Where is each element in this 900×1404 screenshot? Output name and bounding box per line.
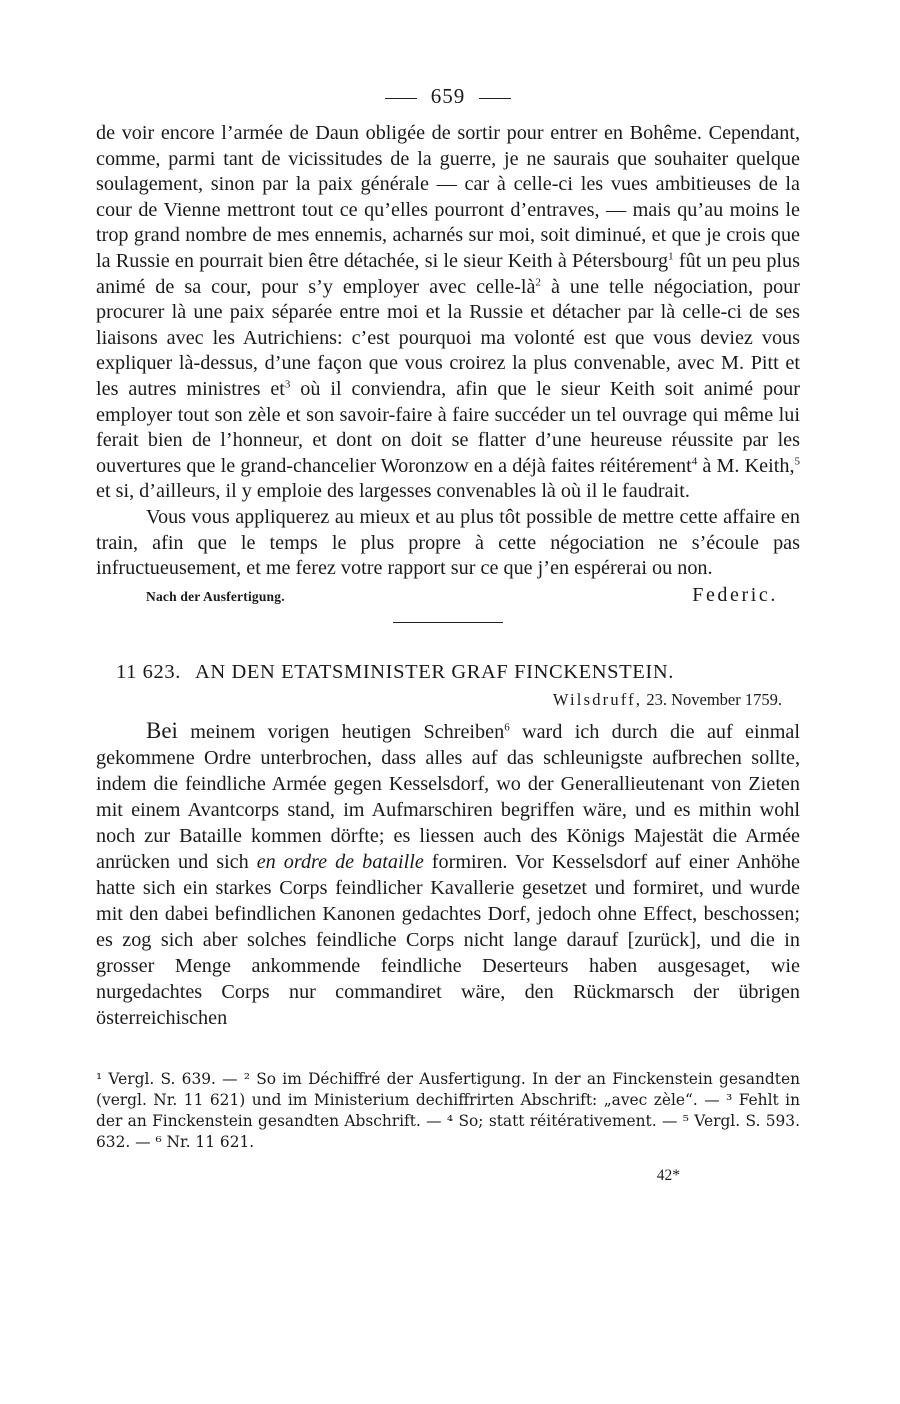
text-run: à M. Keith, [702, 454, 795, 477]
source-signature-row [96, 584, 800, 607]
signature-mark: 42* [656, 1166, 680, 1184]
page-number-value: 659 [430, 84, 466, 108]
letter1-paragraph1 [96, 121, 800, 505]
source-note: Nach der Ausfertigung. [146, 588, 285, 604]
letter-number: 11 623. [116, 660, 181, 683]
page-number-dash-left [385, 98, 417, 99]
section-divider [393, 622, 503, 623]
footnote-ref-1[interactable]: 1 [668, 250, 674, 263]
letter2-heading [96, 661, 800, 684]
dateline [96, 690, 800, 710]
footnotes: ¹ Vergl. S. 639. — ² So im Déchiffré der Ausfertigung. In der an Finckenstein gesandten (vergl. Nr. 11 621) und im Ministerium dechiffrirten Abschrift: „avec zèle“. — ³ Fehlt in der an Finckenstein gesandten Abschrift. — ⁴ So; statt réitérativement. — ⁵ Vergl. S. 593. 632. — ⁶ Nr. 11 621. [96, 1069, 800, 1151]
text-run: formiren. Vor Kesselsdorf auf einer Anhöhe hatte sich ein starkes Corps feindlicher Kavallerie gesetzet und formiret, und wurde mit den dabei befindlichen Kanonen gedachtes Dorf, jedoch ohne Effect, beschossen; es zog sich aber solches feindliche Corps nicht lange darauf [zurück], und die in grosser Menge ankommende feindliche Deserteurs haben ausgesaget, wie nurgedachtes Corps nur commandiret wäre, den Rückmarsch der übrigen österreichischen [96, 850, 800, 1029]
document-page [96, 84, 800, 1185]
text-run: où il conviendra, afin que le sieur Keith soit animé pour employer tout son zèle et son savoir-faire à faire succéder un tel ouvrage qui même lui ferait bien de l’honneur, et dont on doit se flatter d’une heureuse réussite par les ouvertures que le grand-chancelier Woronzow en a déjà faites réitérement [96, 377, 800, 477]
letter-title: AN DEN ETATSMINISTER GRAF FINCKENSTEIN. [194, 660, 674, 683]
italic-phrase: en ordre de bataille [256, 850, 424, 873]
page-number [96, 84, 800, 109]
text-run: et si, d’ailleurs, il y emploie des largesses convenables là où il le faudrait. [96, 480, 690, 503]
footnote-ref-4[interactable]: 4 [691, 454, 698, 467]
page-number-dash-right [479, 98, 511, 99]
text-run: à une telle négociation, pour procurer là une paix séparée entre moi et la Russie et détacher par là celle-ci de ses liaisons avec les Autrichiens: c’est pourquoi ma volonté est que vous deviez vous expliquer là-dessus, d’une façon que vous croirez la plus convenable, avec M. Pitt et les autres ministres et [96, 275, 800, 400]
text-run: de voir encore l’armée de Daun obligée de sortir pour entrer en Bohême. Cependant, comme, parmi tant de vicissitudes de la guerre, je ne saurais que souhaiter quelque soulagement, sinon par la paix générale — car à celle-ci les vues ambitieuses de la cour de Vienne mettront tout ce qu’elles pourront d’entraves, — mais qu’au moins le trop grand nombre de mes ennemis, acharnés sur moi, soit diminué, et que je crois que la Russie en pourrait bien être détachée, si le sieur Keith à Pétersbourg [96, 122, 800, 272]
footnote-ref-6[interactable]: 6 [504, 720, 510, 733]
letter2-paragraph [96, 718, 800, 1031]
text-run: meinem vorigen heutigen Schreiben [190, 720, 505, 743]
signature: Federic. [692, 583, 778, 606]
text-run: ward ich durch die auf einmal gekommene Ordre unterbrochen, dass alles auf das schleunigste aufbrechen sollte, indem die feindliche Armée gegen Kesselsdorf, wo der Generallieutenant von Zieten mit einem Avantcorps stand, im Aufmarschiren begriffen wäre, und es mithin wohl noch zur Bataille kommen dörfte; es liessen auch des Königs Majestät die Armée anrücken und sich [96, 720, 800, 873]
letter1-paragraph2: Vous vous appliquerez au mieux et au plus tôt possible de mettre cette affaire en train, afin que le temps le plus propre à cette négociation ne s’écoule pas infructueusement, et me ferez votre rapport sur ce que j’en espérerai ou non. [96, 505, 800, 580]
footnote-ref-5[interactable]: 5 [794, 454, 800, 467]
text-run: fût un peu plus animé de sa cour, pour s’y employer avec celle-là [96, 249, 800, 298]
footnote-ref-3[interactable]: 3 [284, 378, 291, 391]
first-word: Bei [146, 717, 178, 743]
date: 23. November 1759. [646, 689, 782, 709]
footnote-ref-2[interactable]: 2 [535, 275, 541, 288]
place: Wilsdruff, [552, 689, 643, 709]
